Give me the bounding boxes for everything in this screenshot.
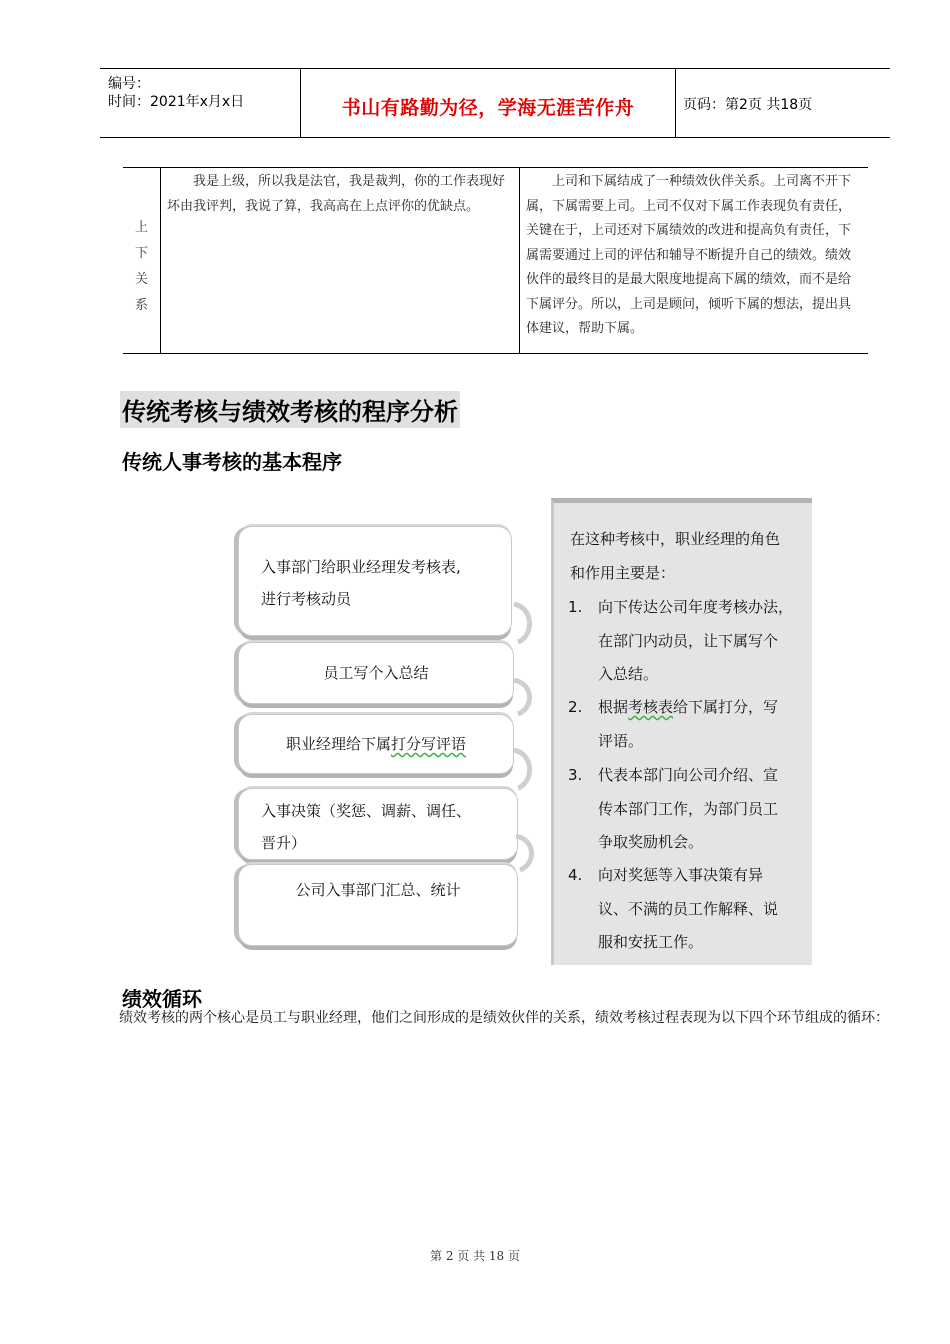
note-item-1 <box>568 591 806 683</box>
flow-connector-icon <box>512 678 536 718</box>
note-text: 给下属打分，写 <box>673 698 779 716</box>
flow-step-4 <box>238 788 518 860</box>
relationship-table <box>123 167 868 354</box>
traditional-relationship-cell <box>161 168 520 353</box>
page-number-label: 页码：第2页 共18页 <box>683 97 813 113</box>
flow-step-1-line-1: 入事部门给职业经理发考核表, <box>261 558 461 576</box>
note-item-line: 向下传达公司年度考核办法， <box>598 598 794 616</box>
traditional-appraisal-flow <box>230 518 530 958</box>
flow-connector-icon <box>514 834 538 874</box>
note-item-line: 传本部门工作，为部门员工 <box>598 799 779 818</box>
note-item-line: 入总结。 <box>598 665 659 683</box>
header-center-cell <box>300 69 676 137</box>
manager-role-note <box>551 498 812 965</box>
page-header <box>100 68 890 138</box>
traditional-relationship-text: 我是上级，所以我是法官，我是裁判，你的工作表现好坏由我评判，我说了算，我高高在上点评你的优缺点。 <box>167 174 506 214</box>
section-heading: 传统考核与绩效考核的程序分析 <box>120 391 460 428</box>
cycle-heading: 绩效循环 <box>122 987 202 1011</box>
row-label-char: 上 <box>134 220 148 235</box>
note-item-line: 代表本部门向公司介绍、宣 <box>598 766 779 784</box>
header-right-cell <box>675 69 890 137</box>
row-label-char: 关 <box>134 272 148 287</box>
cycle-paragraph <box>89 1008 909 1028</box>
flow-step-1 <box>238 526 512 636</box>
cycle-paragraph-text: 绩效考核的两个核心是员工与职业经理，他们之间形成的是绩效伙伴的关系，绩效考核过程表现为以下四个环节组成的循环： <box>119 1010 889 1026</box>
note-item-number: 3. <box>568 766 583 784</box>
partnership-relationship-text: 上司和下属结成了一种绩效伙伴关系。上司离不开下属，下属需要上司。上司不仅对下属工作表现负有责任，关键在于，上司还对下属绩效的改进和提高负有责任，下属需要通过上司的评估和辅导不断提升自己的绩效。绩效伙伴的最终目的是最大限度地提高下属的绩效，而不是给下属评分。所以，上司是顾问，倾听下属的想法，提出具体建议，帮助下属。 <box>526 174 852 336</box>
note-item-line: 争取奖励机会。 <box>598 833 704 851</box>
row-label-char: 系 <box>134 298 148 313</box>
row-label-char: 下 <box>134 246 148 261</box>
note-item-number: 1. <box>568 598 583 616</box>
flow-step-5 <box>238 864 518 946</box>
note-item-line: 评语。 <box>598 731 644 750</box>
flow-step-4-line-1: 入事决策（奖惩、调薪、调任、 <box>261 802 472 820</box>
time-label: 时间：2021年x月x日 <box>108 94 245 110</box>
header-left-cell <box>100 69 300 137</box>
serial-label: 编号： <box>108 76 150 92</box>
note-intro-line-2: 和作用主要是： <box>570 564 676 582</box>
subsection-heading: 传统人事考核的基本程序 <box>122 450 342 474</box>
note-item-number: 4. <box>568 866 583 884</box>
note-intro-line-1: 在这种考核中，职业经理的角色 <box>570 530 781 548</box>
note-item-line: 在部门内动员，让下属写个 <box>598 631 779 650</box>
note-item-line: 议、不满的员工作解释、说 <box>598 899 779 918</box>
flow-step-4-line-2: 晋升） <box>261 834 307 852</box>
flow-step-3-text <box>239 733 513 754</box>
note-item-2 <box>568 691 806 750</box>
flow-connector-icon <box>512 602 536 646</box>
note-item-line: 向对奖惩等入事决策有异 <box>598 866 764 884</box>
flow-step-1-line-2: 进行考核动员 <box>261 590 352 608</box>
flow-connector-icon <box>512 748 536 792</box>
flow-step-3 <box>238 714 514 774</box>
flow-step-5-text: 公司入事部门汇总、统计 <box>295 881 461 899</box>
note-item-4 <box>568 859 806 951</box>
note-item-3 <box>568 759 806 851</box>
flow-step-2-text: 员工写个入总结 <box>323 664 429 682</box>
note-text: 根据 <box>598 698 629 716</box>
note-item-number: 2. <box>568 698 583 716</box>
flow-step-3-prefix: 职业经理给下属 <box>285 735 391 753</box>
note-underlined-text: 考核表 <box>628 698 674 716</box>
page-footer: 第 2 页 共 18 页 <box>430 1249 520 1263</box>
header-motto: 书山有路勤为径，学海无涯苦作舟 <box>341 97 635 119</box>
flow-step-3-underlined: 打分写评语 <box>391 735 467 753</box>
flow-step-2 <box>238 642 514 704</box>
note-item-line: 服和安抚工作。 <box>598 933 704 951</box>
partnership-relationship-cell <box>520 168 865 353</box>
row-label-cell <box>123 168 161 353</box>
note-item-line <box>598 691 806 725</box>
